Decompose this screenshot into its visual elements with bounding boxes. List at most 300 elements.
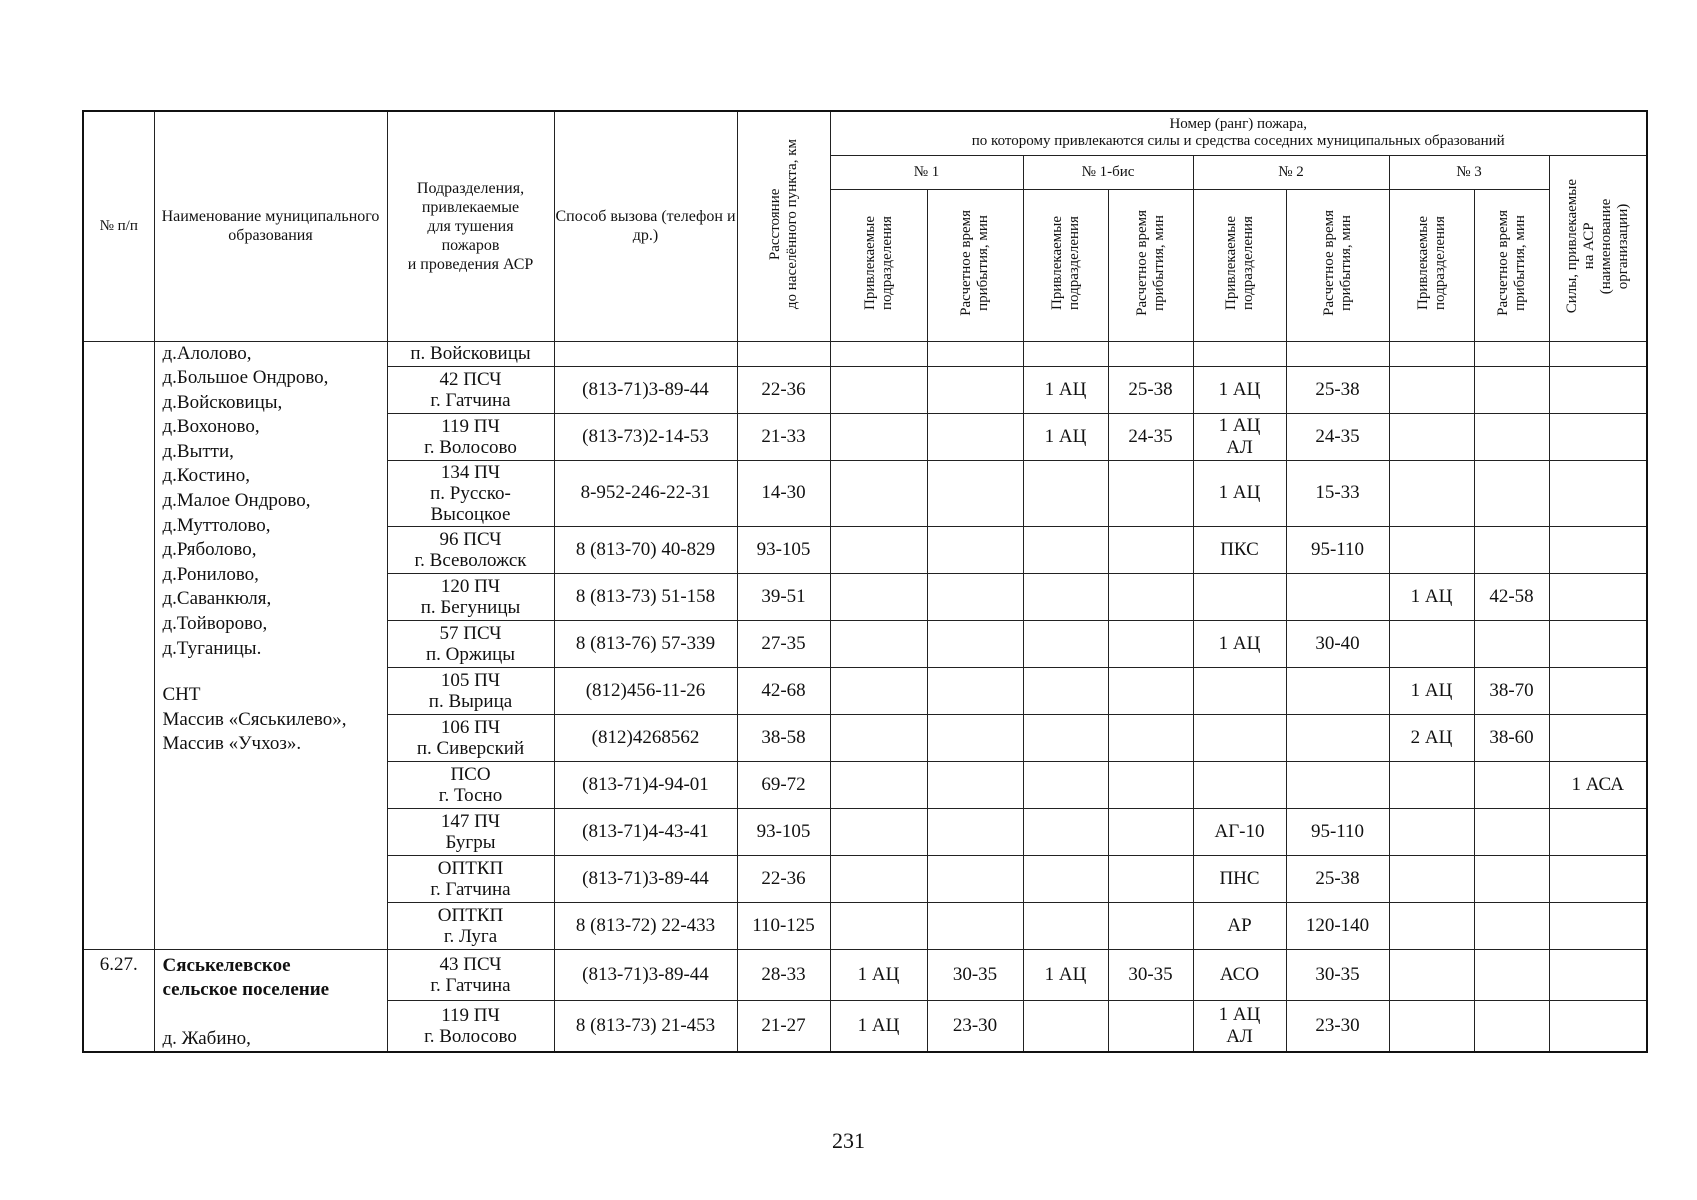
header-municipality — [154, 111, 387, 341]
asr-forces-cell — [1549, 573, 1647, 620]
empty-cell — [1193, 341, 1286, 366]
text-line: п. Вырица — [428, 690, 513, 712]
text-line: Бугры — [445, 831, 496, 853]
text-line: ПКС — [1220, 538, 1259, 560]
rank2-time-cell — [1286, 573, 1389, 620]
header-distance — [737, 111, 830, 341]
asr-forces-cell — [1549, 667, 1647, 714]
rank1-units-cell — [830, 366, 927, 413]
rank3-units-cell — [1389, 460, 1474, 526]
header-rank-3-label: № 3 — [1456, 163, 1482, 180]
empty-cell — [1389, 341, 1474, 366]
rank2-time-cell: 25-38 — [1286, 366, 1389, 413]
rank1bis-units-cell — [1023, 761, 1108, 808]
rank1bis-time-cell — [1108, 808, 1193, 855]
distance-cell: 38-58 — [737, 714, 830, 761]
unit-cell — [387, 1001, 554, 1053]
distance-cell: 21-27 — [737, 1001, 830, 1053]
text-line: г. Гатчина — [430, 389, 511, 411]
text-line: 120 ПЧ — [440, 575, 501, 597]
row-number — [83, 341, 154, 949]
text-line: Номер (ранг) пожара, — [1169, 116, 1308, 133]
text-line: п. Русско- — [430, 482, 511, 504]
rank2-time-cell: 30-35 — [1286, 949, 1389, 1001]
call-cell: (813-71)4-43-41 — [554, 808, 737, 855]
rank3-units-cell — [1389, 902, 1474, 949]
rank1bis-units-cell — [1023, 855, 1108, 902]
distance-cell: 69-72 — [737, 761, 830, 808]
rank2-time-cell: 23-30 — [1286, 1001, 1389, 1053]
rank3-time-cell — [1474, 949, 1549, 1001]
rank2-units-cell — [1193, 620, 1286, 667]
text-line: прибытия, мин — [1337, 215, 1354, 311]
settlement-name: д.Большое Ондрово, — [162, 367, 329, 389]
text-line: п. Сиверский — [416, 737, 525, 759]
rank1-time-cell: 30-35 — [927, 949, 1023, 1001]
text-line: Привлекаемые — [1048, 216, 1065, 310]
unit-cell — [387, 855, 554, 902]
text-line: Расчетное время — [1133, 210, 1150, 316]
rank2-units-cell — [1193, 949, 1286, 1001]
rank2-units-cell — [1193, 667, 1286, 714]
empty-cell — [1108, 341, 1193, 366]
fire-resources-table — [82, 110, 1648, 1053]
text-line: 1 АЦ — [1218, 632, 1261, 654]
rank2-units-cell — [1193, 526, 1286, 573]
rank1-time-cell — [927, 573, 1023, 620]
rank2-time-cell — [1286, 714, 1389, 761]
header-sub-time — [1286, 189, 1389, 341]
settlement-name: д.Алолово, — [162, 342, 252, 364]
text-line: Силы, привлекаемые — [1563, 178, 1580, 314]
empty-cell — [830, 341, 927, 366]
asr-forces-cell — [1549, 902, 1647, 949]
header-rank-1bis — [1023, 155, 1193, 189]
rank1bis-units-cell — [1023, 460, 1108, 526]
text-line: г. Волосово — [424, 436, 517, 458]
header-rank-2-label: № 2 — [1278, 163, 1304, 180]
snt-name: СНТ — [162, 684, 201, 706]
unit-cell — [387, 808, 554, 855]
distance-cell: 110-125 — [737, 902, 830, 949]
text-line: г. Луга — [443, 925, 498, 947]
header-sub-units — [1193, 189, 1286, 341]
rank1bis-time-cell: 24-35 — [1108, 413, 1193, 460]
asr-forces-cell — [1549, 808, 1647, 855]
settlement-name: д.Саванкюля, — [162, 588, 272, 610]
rank1bis-time-cell — [1108, 761, 1193, 808]
asr-forces-cell — [1549, 855, 1647, 902]
rank1-time-cell — [927, 761, 1023, 808]
rank1bis-units-cell — [1023, 620, 1108, 667]
text-line: г. Всеволожск — [414, 549, 527, 571]
text-line: 42 ПСЧ — [439, 368, 502, 390]
rank1bis-time-cell — [1108, 460, 1193, 526]
rank3-time-cell: 38-60 — [1474, 714, 1549, 761]
text-line: 134 ПЧ — [440, 461, 501, 483]
text-line: ПНС — [1219, 867, 1260, 889]
text-line: 43 ПСЧ — [439, 953, 502, 975]
rank1bis-time-cell: 25-38 — [1108, 366, 1193, 413]
rank3-units-cell — [1389, 761, 1474, 808]
municipality-name: сельское поселение — [162, 979, 330, 1001]
rank1-units-cell — [830, 902, 927, 949]
rank3-units-cell — [1389, 1001, 1474, 1053]
distance-cell: 39-51 — [737, 573, 830, 620]
unit-cell — [387, 714, 554, 761]
header-sub-time — [1108, 189, 1193, 341]
rank1-time-cell — [927, 855, 1023, 902]
row-number-label: 6.27. — [99, 953, 138, 975]
text-line: организации) — [1614, 203, 1631, 289]
text-line: п. Бегуницы — [420, 596, 521, 618]
text-line: 106 ПЧ — [440, 716, 501, 738]
header-sub-units — [1389, 189, 1474, 341]
text-line: Высоцкое — [430, 503, 511, 525]
rank1bis-time-cell — [1108, 855, 1193, 902]
rank1-units-cell — [830, 761, 927, 808]
settlement-name: д.Муттолово, — [162, 514, 271, 536]
unit-cell — [387, 620, 554, 667]
settlement-name: д.Малое Ондрово, — [162, 490, 311, 512]
empty-cell — [1549, 341, 1647, 366]
settlement-name: д.Туганицы. — [162, 637, 262, 659]
rank2-units-cell — [1193, 1001, 1286, 1053]
rank1bis-time-cell — [1108, 714, 1193, 761]
settlement-name: д.Вохоново, — [162, 416, 260, 438]
rank1bis-time-cell — [1108, 573, 1193, 620]
unit-cell — [387, 949, 554, 1001]
text-line: Подразделения, — [416, 179, 525, 197]
text-line: 1 АЦ — [1218, 1004, 1261, 1026]
rank2-units-cell — [1193, 460, 1286, 526]
rank1bis-units-cell — [1023, 667, 1108, 714]
text-line: 119 ПЧ — [441, 415, 500, 437]
text-line: 105 ПЧ — [440, 669, 501, 691]
settlement-name: д.Ряболово, — [162, 539, 257, 561]
rank3-time-cell: 42-58 — [1474, 573, 1549, 620]
header-rank-1bis-label: № 1-бис — [1081, 163, 1135, 180]
text-line: АСО — [1219, 963, 1260, 985]
rank3-time-cell — [1474, 460, 1549, 526]
asr-forces-cell — [1549, 1001, 1647, 1053]
text-line: 119 ПЧ — [441, 1005, 500, 1027]
page-number: 231 — [832, 1128, 865, 1153]
distance-cell: 42-68 — [737, 667, 830, 714]
text-line: АЛ — [1226, 436, 1253, 458]
rank2-units-cell — [1193, 808, 1286, 855]
text-line: Расстояние — [766, 188, 783, 260]
asr-forces-cell — [1549, 460, 1647, 526]
unit-cell — [387, 460, 554, 526]
rank3-time-cell: 38-70 — [1474, 667, 1549, 714]
text-line: прибытия, мин — [1511, 215, 1528, 311]
rank1-units-cell — [830, 413, 927, 460]
call-cell: 8 (813-76) 57-339 — [554, 620, 737, 667]
text-line: 96 ПСЧ — [439, 528, 502, 550]
header-call-method — [554, 111, 737, 341]
distance-cell: 21-33 — [737, 413, 830, 460]
header-asr-forces — [1549, 155, 1647, 341]
rank3-time-cell — [1474, 855, 1549, 902]
table-row — [83, 341, 1647, 366]
text-line: до населённого пункта, км — [783, 139, 800, 310]
asr-forces-cell — [1549, 714, 1647, 761]
rank1bis-units-cell: 1 АЦ — [1023, 949, 1108, 1001]
text-line: ОПТКП — [437, 857, 504, 879]
unit-cell — [387, 341, 554, 366]
text-line: АГ-10 — [1214, 820, 1265, 842]
header-rank-1 — [830, 155, 1023, 189]
rank1-units-cell — [830, 855, 927, 902]
rank2-time-cell: 15-33 — [1286, 460, 1389, 526]
row-number — [83, 949, 154, 1052]
text-line: подразделения — [1065, 216, 1082, 310]
rank1-time-cell — [927, 526, 1023, 573]
rank2-units-cell — [1193, 366, 1286, 413]
rank1-time-cell — [927, 667, 1023, 714]
empty-cell — [1474, 341, 1549, 366]
rank1-time-cell — [927, 808, 1023, 855]
distance-cell: 22-36 — [737, 855, 830, 902]
header-units — [387, 111, 554, 341]
rank1bis-time-cell — [1108, 620, 1193, 667]
empty-cell — [737, 341, 830, 366]
rank1-time-cell — [927, 620, 1023, 667]
text-line: г. Гатчина — [430, 974, 511, 996]
call-cell: 8 (813-73) 21-453 — [554, 1001, 737, 1053]
rank1-units-cell — [830, 714, 927, 761]
rank3-time-cell — [1474, 413, 1549, 460]
text-line: подразделения — [1431, 216, 1448, 310]
rank1-time-cell — [927, 902, 1023, 949]
rank1-time-cell — [927, 460, 1023, 526]
rank1-units-cell — [830, 667, 927, 714]
unit-cell — [387, 413, 554, 460]
rank1-units-cell — [830, 460, 927, 526]
call-cell: (813-71)4-94-01 — [554, 761, 737, 808]
empty-cell — [554, 341, 737, 366]
rank1bis-units-cell — [1023, 714, 1108, 761]
asr-forces-cell — [1549, 366, 1647, 413]
rank2-time-cell — [1286, 667, 1389, 714]
asr-forces-cell — [1549, 526, 1647, 573]
call-cell: (813-71)3-89-44 — [554, 366, 737, 413]
rank2-units-cell — [1193, 714, 1286, 761]
header-rank-2 — [1193, 155, 1389, 189]
rank1-time-cell: 23-30 — [927, 1001, 1023, 1053]
unit-cell — [387, 902, 554, 949]
text-line: 147 ПЧ — [440, 810, 501, 832]
rank3-units-cell — [1389, 949, 1474, 1001]
rank3-units-cell — [1389, 620, 1474, 667]
rank1bis-units-cell: 1 АЦ — [1023, 413, 1108, 460]
text-line: прибытия, мин — [975, 215, 991, 311]
distance-cell: 27-35 — [737, 620, 830, 667]
header-rank-1-label: № 1 — [913, 163, 940, 180]
text-line: п. Оржицы — [425, 643, 516, 665]
rank1bis-time-cell — [1108, 1001, 1193, 1053]
call-cell: 8 (813-70) 40-829 — [554, 526, 737, 573]
text-line: прибытия, мин — [1150, 215, 1167, 311]
rank3-units-cell — [1389, 808, 1474, 855]
rank3-time-cell — [1474, 902, 1549, 949]
rank2-units-cell — [1193, 855, 1286, 902]
rank1bis-units-cell — [1023, 1001, 1108, 1053]
rank1bis-units-cell — [1023, 808, 1108, 855]
call-cell: (812)4268562 — [554, 714, 737, 761]
distance-cell: 93-105 — [737, 526, 830, 573]
call-cell: (813-71)3-89-44 — [554, 855, 737, 902]
rank2-time-cell: 24-35 — [1286, 413, 1389, 460]
rank3-time-cell — [1474, 808, 1549, 855]
rank2-units-cell — [1193, 761, 1286, 808]
rank3-units-cell: 2 АЦ — [1389, 714, 1474, 761]
call-cell: 8 (813-73) 51-158 — [554, 573, 737, 620]
text-line: 1 АЦ — [1218, 414, 1261, 436]
header-number — [83, 111, 154, 341]
text-line: 57 ПСЧ — [439, 622, 502, 644]
snt-name: Массив «Учхоз». — [162, 733, 302, 755]
text-line: пожаров — [441, 236, 500, 254]
asr-forces-cell — [1549, 413, 1647, 460]
distance-cell: 28-33 — [737, 949, 830, 1001]
rank1-units-cell — [830, 573, 927, 620]
village-name: д. Жабино, — [162, 1027, 251, 1049]
text-line: АЛ — [1226, 1026, 1253, 1048]
text-line: Расчетное время — [1494, 210, 1511, 316]
rank3-units-cell: 1 АЦ — [1389, 667, 1474, 714]
rank2-units-cell — [1193, 573, 1286, 620]
text-line: по которому привлекаются силы и средства соседних муниципальных образований — [971, 133, 1505, 150]
settlement-name: д.Войсковицы, — [162, 391, 283, 413]
text-line: Расчетное время — [1320, 210, 1337, 316]
text-line: Привлекаемые — [861, 216, 878, 310]
call-cell: (812)456-11-26 — [554, 667, 737, 714]
header-rank-3 — [1389, 155, 1549, 189]
text-line: ПСО — [450, 763, 491, 785]
text-line: для тушения — [427, 217, 514, 235]
rank2-time-cell — [1286, 761, 1389, 808]
rank1-units-cell: 1 АЦ — [830, 1001, 927, 1053]
header-call-label: Способ вызова (телефон и др.) — [555, 208, 736, 245]
snt-name: Массив «Сяськилево», — [162, 708, 347, 730]
municipality-cell — [154, 949, 387, 1052]
text-line: г. Волосово — [424, 1026, 517, 1048]
rank1-units-cell — [830, 620, 927, 667]
text-line: привлекаемые — [421, 198, 520, 216]
asr-forces-cell — [1549, 949, 1647, 1001]
rank3-units-cell — [1389, 855, 1474, 902]
header-sub-units — [1023, 189, 1108, 341]
rank2-time-cell: 95-110 — [1286, 808, 1389, 855]
unit-label: п. Войсковицы — [410, 343, 531, 364]
call-cell: 8-952-246-22-31 — [554, 460, 737, 526]
rank1-units-cell — [830, 808, 927, 855]
rank2-time-cell: 120-140 — [1286, 902, 1389, 949]
rank1bis-units-cell — [1023, 573, 1108, 620]
unit-cell — [387, 366, 554, 413]
unit-cell — [387, 573, 554, 620]
header-rank-title — [830, 111, 1647, 155]
text-line: 1 АЦ — [1218, 482, 1261, 503]
header-municipality-label: Наименование муниципального образования — [161, 208, 380, 245]
text-line: АР — [1227, 914, 1252, 936]
text-line: подразделения — [878, 216, 895, 310]
rank3-units-cell — [1389, 366, 1474, 413]
call-cell: 8 (813-72) 22-433 — [554, 902, 737, 949]
text-line: и проведения АСР — [407, 255, 534, 273]
settlement-name: д.Вытти, — [162, 440, 234, 462]
settlement-name: д.Тойворово, — [162, 613, 268, 635]
text-line: (наименование — [1597, 198, 1614, 294]
distance-cell: 14-30 — [737, 460, 830, 526]
text-line: ОПТКП — [437, 904, 504, 926]
rank1bis-time-cell: 30-35 — [1108, 949, 1193, 1001]
text-line: Расчетное время — [958, 210, 974, 316]
settlement-name: д.Ронилово, — [162, 563, 259, 585]
municipality-settlements — [154, 341, 387, 949]
header-sub-time — [927, 189, 1023, 341]
rank3-time-cell — [1474, 366, 1549, 413]
rank3-time-cell — [1474, 761, 1549, 808]
municipality-name: Сяськелевское — [162, 954, 291, 976]
text-line: на АСР — [1580, 222, 1597, 270]
rank3-units-cell — [1389, 413, 1474, 460]
empty-cell — [1286, 341, 1389, 366]
rank2-time-cell: 95-110 — [1286, 526, 1389, 573]
rank2-units-cell — [1193, 413, 1286, 460]
text-line: 1 АЦ — [1218, 378, 1261, 400]
text-line: подразделения — [1239, 216, 1256, 310]
call-cell: (813-73)2-14-53 — [554, 413, 737, 460]
rank1-time-cell — [927, 714, 1023, 761]
unit-cell — [387, 667, 554, 714]
rank3-units-cell — [1389, 526, 1474, 573]
rank1-units-cell: 1 АЦ — [830, 949, 927, 1001]
distance-cell: 22-36 — [737, 366, 830, 413]
asr-forces-cell — [1549, 620, 1647, 667]
settlement-name: д.Костино, — [162, 465, 250, 487]
rank3-time-cell — [1474, 1001, 1549, 1053]
distance-cell: 93-105 — [737, 808, 830, 855]
rank1-time-cell — [927, 413, 1023, 460]
unit-cell — [387, 761, 554, 808]
text-line: Привлекаемые — [1222, 216, 1239, 310]
text-line: г. Гатчина — [430, 878, 511, 900]
empty-cell — [1023, 341, 1108, 366]
rank2-units-cell — [1193, 902, 1286, 949]
empty-cell — [927, 341, 1023, 366]
call-cell: (813-71)3-89-44 — [554, 949, 737, 1001]
rank1bis-time-cell — [1108, 902, 1193, 949]
rank1bis-units-cell — [1023, 526, 1108, 573]
rank2-time-cell: 25-38 — [1286, 855, 1389, 902]
rank2-time-cell: 30-40 — [1286, 620, 1389, 667]
text-line: Привлекаемые — [1414, 216, 1431, 310]
rank1bis-time-cell — [1108, 667, 1193, 714]
header-sub-units — [830, 189, 927, 341]
asr-forces-cell: 1 АСА — [1549, 761, 1647, 808]
unit-cell — [387, 526, 554, 573]
rank1-units-cell — [830, 526, 927, 573]
rank1-time-cell — [927, 366, 1023, 413]
rank1bis-units-cell: 1 АЦ — [1023, 366, 1108, 413]
table-row — [83, 949, 1647, 1001]
header-number-label: № п/п — [99, 217, 138, 234]
rank1bis-units-cell — [1023, 902, 1108, 949]
header-sub-time — [1474, 189, 1549, 341]
